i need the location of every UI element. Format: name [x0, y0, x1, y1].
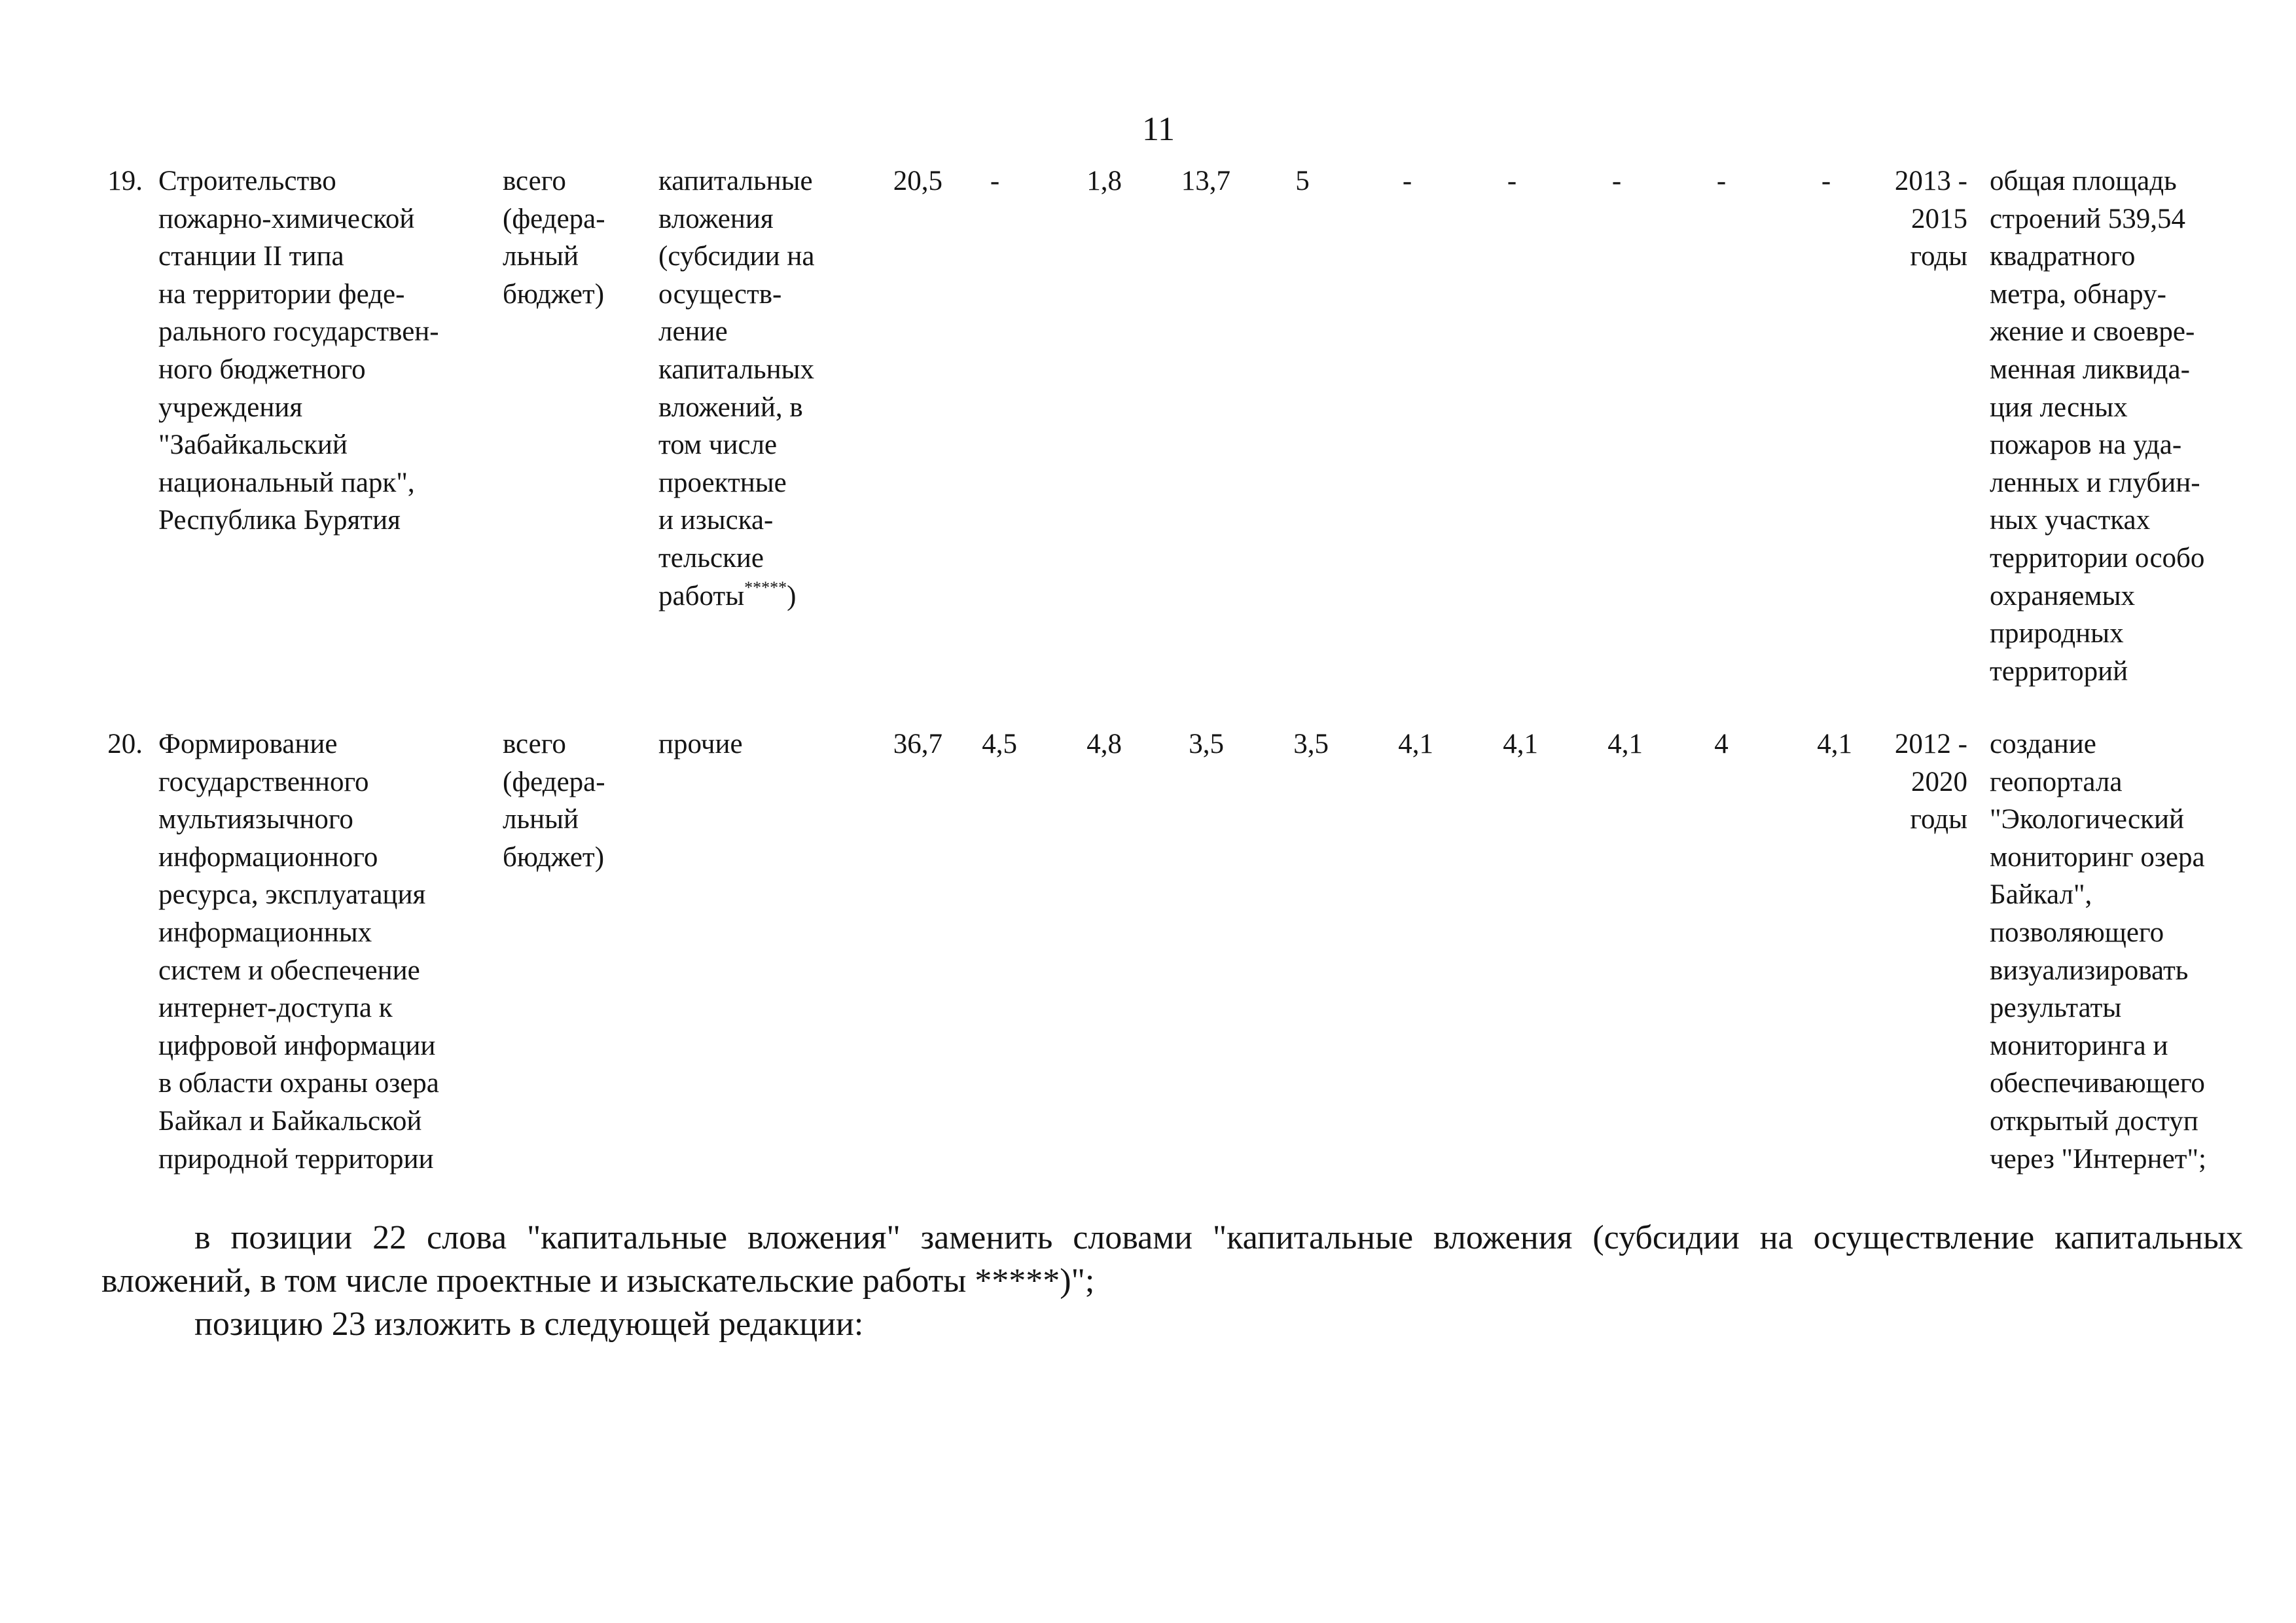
value-year: 4,8: [1086, 729, 1122, 759]
row-type: [658, 162, 868, 615]
value-total: 20,5: [893, 166, 942, 196]
value-year: 4: [1714, 729, 1729, 759]
value-year: -: [1611, 166, 1622, 196]
amendment-text: [101, 1216, 2243, 1346]
value-year: 4,1: [1817, 729, 1852, 759]
value-year: -: [990, 166, 1000, 196]
value-year: -: [1507, 166, 1517, 196]
value-year: 4,5: [982, 729, 1017, 759]
page-number: 11: [1141, 111, 1175, 148]
value-year: -: [1402, 166, 1412, 196]
row-index: 19.: [107, 166, 143, 196]
row-result: общая площадь строений 539,54 квадратного метра, обнару- жение и своевре- менная ликвида- ция лесных пожаров на уда- ленных и глубин- ных участках территории особо охраняемых природных территорий: [1990, 166, 2205, 687]
value-year: 3,5: [1189, 729, 1224, 759]
value-year: 4,1: [1398, 729, 1433, 759]
value-year: -: [1821, 166, 1831, 196]
row-result: создание геопортала "Экологический мониторинг озера Байкал", позволяющего визуализировать результаты мониторинга и обеспечивающего открытый доступ через "Интернет";: [1990, 729, 2206, 1175]
footnote-mark: *****: [744, 577, 787, 597]
value-year: 13,7: [1181, 166, 1230, 196]
row-type-tail: ): [787, 580, 797, 611]
value-year: 5: [1295, 166, 1310, 196]
row-name: Формирование государственного мультиязычного информационного ресурса, эксплуатация информационных систем и обеспечение интернет-доступа к цифровой информации в области охраны озера Байкал и Байкальской природной территории: [158, 729, 439, 1175]
paragraph: в позиции 22 слова "капитальные вложения" заменить словами "капитальные вложения (субсидии на осуществление капитальных вложений, в том числе проектные и изыскательские работы *****)";: [101, 1219, 2243, 1300]
row-period: 2012 - 2020 годы: [1894, 729, 1967, 835]
value-year: 1,8: [1086, 166, 1122, 196]
value-year: 4,1: [1503, 729, 1538, 759]
row-source: всего (федера- льный бюджет): [503, 729, 605, 873]
row-type-text: капитальные вложения (субсидии на осуществ- ление капитальных вложений, в том числе проектные и изыска- тельские работы: [658, 166, 815, 611]
row-period: 2013 - 2015 годы: [1894, 166, 1967, 272]
value-total: 36,7: [893, 729, 942, 759]
row-source: всего (федера- льный бюджет): [503, 166, 605, 310]
value-year: -: [1716, 166, 1727, 196]
row-type: прочие: [658, 729, 743, 759]
row-index: 20.: [107, 729, 143, 759]
row-name: Строительство пожарно-химической станции II типа на территории феде- рального государствен- ного бюджетного учреждения "Забайкальский национальный парк", Республика Бурятия: [158, 166, 439, 536]
value-year: 4,1: [1607, 729, 1643, 759]
paragraph: позицию 23 изложить в следующей редакции:: [194, 1305, 864, 1343]
value-year: 3,5: [1293, 729, 1329, 759]
